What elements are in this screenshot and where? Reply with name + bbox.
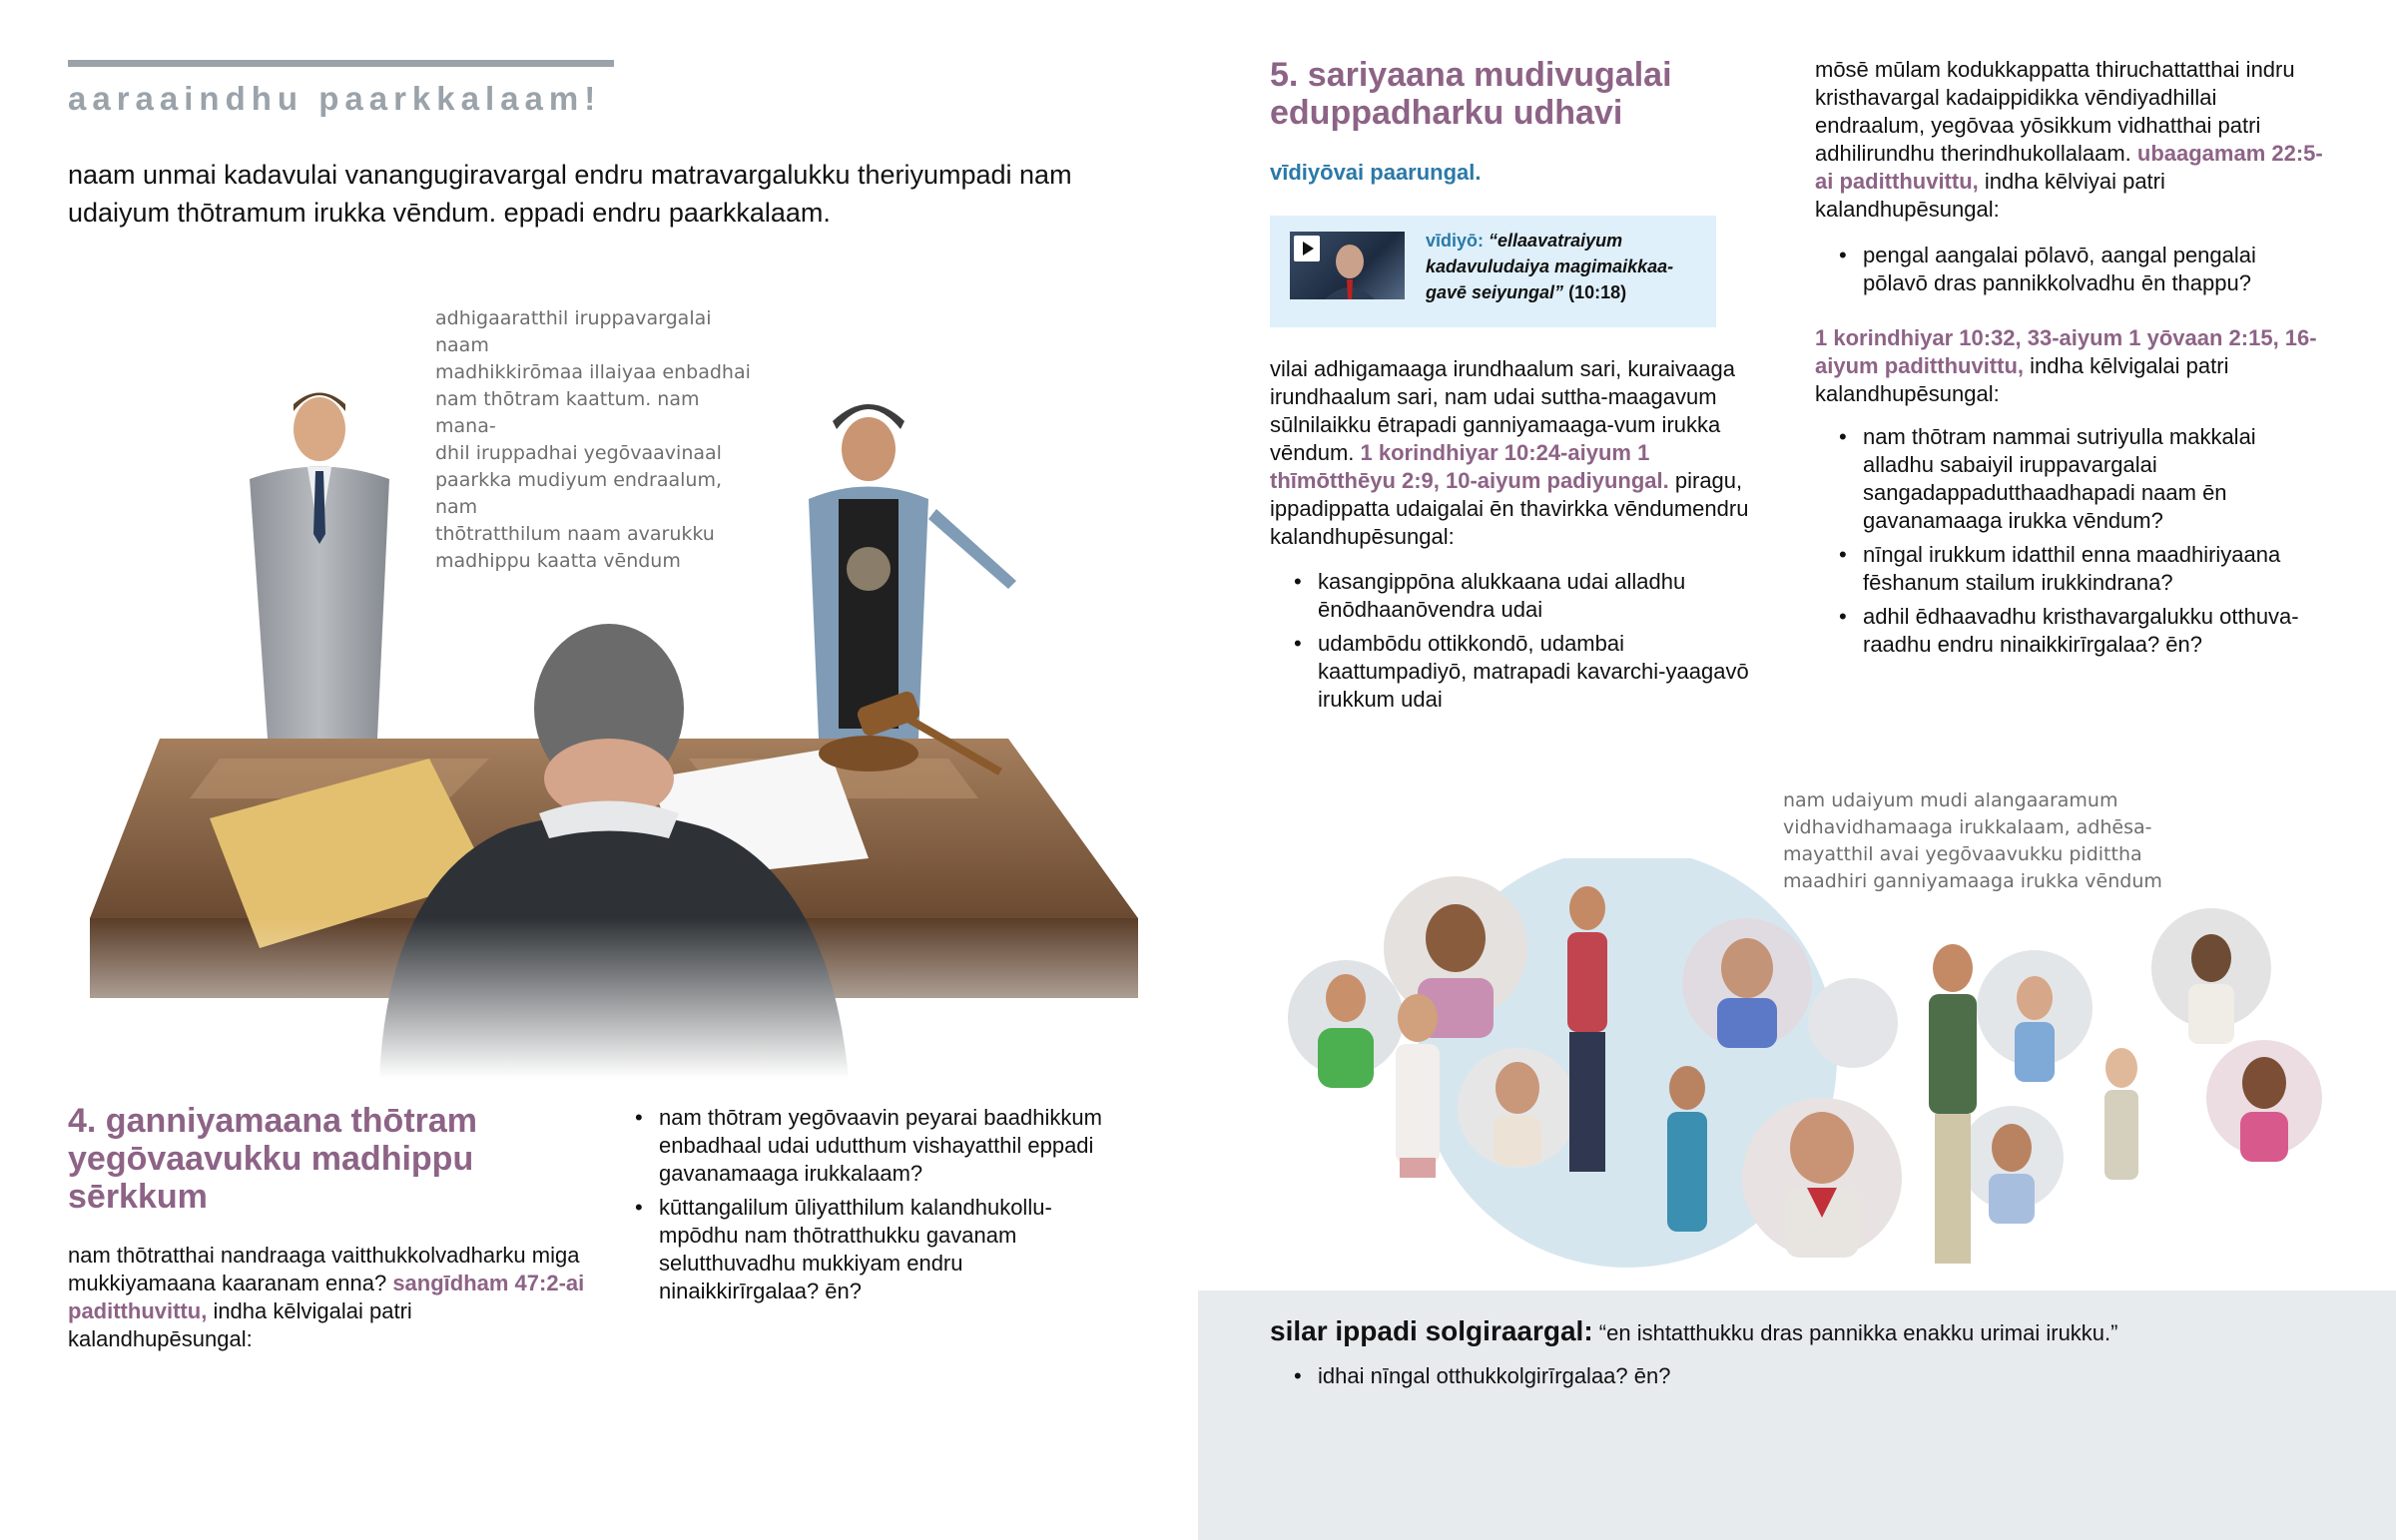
people-illustration-caption: nam udaiyum mudi alangaaramum vidhavidhamaaga irukkalaam, adhēsa- mayatthil avai yegōvaavukku pidittha maadhiri ganniyamaaga irukka vēndum (1783, 789, 2162, 892)
video-title[interactable]: “ellaavatraiyum kadavuludaiya magimaikkaa-gavē seiyungal” (1426, 231, 1674, 302)
watch-video-label: vīdiyōvai paarungal. (1270, 160, 1482, 185)
list-item: • adhil ēdhaavadhu kristhavargalukku otthuva-raadhu endru ninaikkirīrgalaa? ēn? (1839, 603, 2328, 659)
point-4-question-list (635, 1104, 1124, 1311)
point-4-heading: 4. ganniyamaana thōtram yegōvaavukku madhippu sērkkum (68, 1102, 478, 1216)
some-say-panel (1198, 1290, 2396, 1540)
intro-paragraph: naam unmai kadavulai vanangugiravargal endru matravargalukku theriyumpadi nam udaiyum thōtramum irukka vēndum. eppadi endru paarkkalaam. (68, 160, 1072, 228)
video-title-block: vīdiyō: “ellaavatraiyum kadavuludaiya magimaikkaa-gavē seiyungal” (10:18) (1426, 231, 1674, 302)
point-5-paragraph-2: mōsē mūlam kodukkappatta thiruchattatthai indru kristhavargal kadaippidikka vēndiyadhillai endraalum, yegōvaa yōsikkum vidhatthai patri adhilirundhu therindhukollalaam. ubaagamam 22:5-ai paditthuvittu, indha kēlviyai patri kalandhupēsungal: (1815, 57, 2323, 222)
point-5-list-2 (1839, 242, 2318, 303)
point-4-body: nam thōtratthai nandraaga vaitthukkolvadharku miga mukkiyamaana kaaranam enna? sangīdham 47:2-ai paditthuvittu, indha kēlvigalai patri kalandhupēsungal: (68, 1243, 585, 1351)
list-item: • udambōdu ottikkondō, udambai kaattumpadiyō, matrapadi kavarchi-yaagavō irukkum udai (1294, 630, 1763, 714)
list-item: • idhai nīngal otthukkolgirīrgalaa? ēn? (1294, 1362, 2192, 1390)
video-thumbnail[interactable] (1290, 232, 1405, 299)
point-5-heading: 5. sariyaana mudivugalai eduppadharku udhavi (1270, 56, 1672, 132)
list-item: • kasangippōna alukkaana udai alladhu ēnōdhaanōvendra udai (1294, 568, 1763, 624)
list-item: • nam thōtram yegōvaavin peyarai baadhikkum enbadhaal udai udutthum vishayatthil eppadi gavanamaaga irukkalaam? (635, 1104, 1124, 1188)
list-item: • kūttangalilum ūliyatthilum kalandhukollu-mpōdhu nam thōtratthukku gavanam selutthuvadhu mukkiyam endru ninaikkirīrgalaa? ēn? (635, 1194, 1124, 1305)
section-heading: aaraaindhu paarkkalaam! (68, 80, 602, 117)
scripture-reference[interactable]: ubaagamam 22:5-ai paditthuvittu, (1815, 141, 2323, 194)
section-divider-rule (68, 60, 614, 67)
some-say-quote: “en ishtatthukku dras pannikka enakku urimai irukku.” (1598, 1320, 2118, 1345)
list-item: • nīngal irukkum idatthil enna maadhiriyaana fēshanum stailum irukkindrana? (1839, 541, 2328, 597)
scripture-reference[interactable]: 1 korindhiyar 10:32, 33-aiyum 1 yōvaan 2:15, 16-aiyum paditthuvittu, (1815, 325, 2317, 378)
point-5-list-3 (1839, 423, 2328, 665)
video-link-box[interactable] (1270, 216, 1716, 327)
judge-illustration-caption: adhigaaratthil iruppavargalai naam madhikkirōmaa illaiyaa enbadhai nam thōtram kaattum. nam mana- dhil iruppadhai yegōvaavinaal paarkka mudiyum endraalum, nam thōtratthilum naam avarukku madhippu kaatta vēndum (435, 307, 751, 572)
list-item: • nam thōtram nammai sutriyulla makkalai alladhu sabaiyil iruppavargalai sangadappadutthaadhapadi naam ēn gavanamaaga irukka vēndum? (1839, 423, 2328, 535)
scripture-reference[interactable]: sangīdham 47:2-ai paditthuvittu, (68, 1271, 585, 1323)
video-duration: (10:18) (1568, 282, 1627, 302)
some-say-question-list (1294, 1362, 2192, 1396)
point-5-list-1 (1294, 568, 1763, 720)
some-say-statement (1270, 1315, 2368, 1349)
some-say-label: silar ippadi solgiraargal: (1270, 1315, 1593, 1346)
list-item: • pengal aangalai pōlavō, aangal pengalai pōlavō dras pannikkolvadhu ēn thappu? (1839, 242, 2318, 297)
scripture-reference[interactable]: 1 korindhiyar 10:24-aiyum 1 thīmōtthēyu 2:9, 10-aiyum padiyungal. (1270, 440, 1669, 493)
diverse-people-illustration (1268, 858, 2326, 1297)
point-5-paragraph-1: vilai adhigamaaga irundhaalum sari, kuraivaaga irundhaalum sari, nam udai suttha-maagavum sūlnilaikku ētrapadi ganniyamaaga-vum irukka vēndum. 1 korindhiyar 10:24-aiyum 1 thīmōtthēyu 2:9, 10-aiyum padiyungal. piragu, ippadippatta udaigalai ēn thavirkka vēndumendru kalandhupēsungal: (1270, 356, 1749, 549)
point-5-paragraph-3: 1 korindhiyar 10:32, 33-aiyum 1 yōvaan 2:15, 16-aiyum paditthuvittu, indha kēlvigalai patri kalandhupēsungal: (1815, 325, 2317, 406)
